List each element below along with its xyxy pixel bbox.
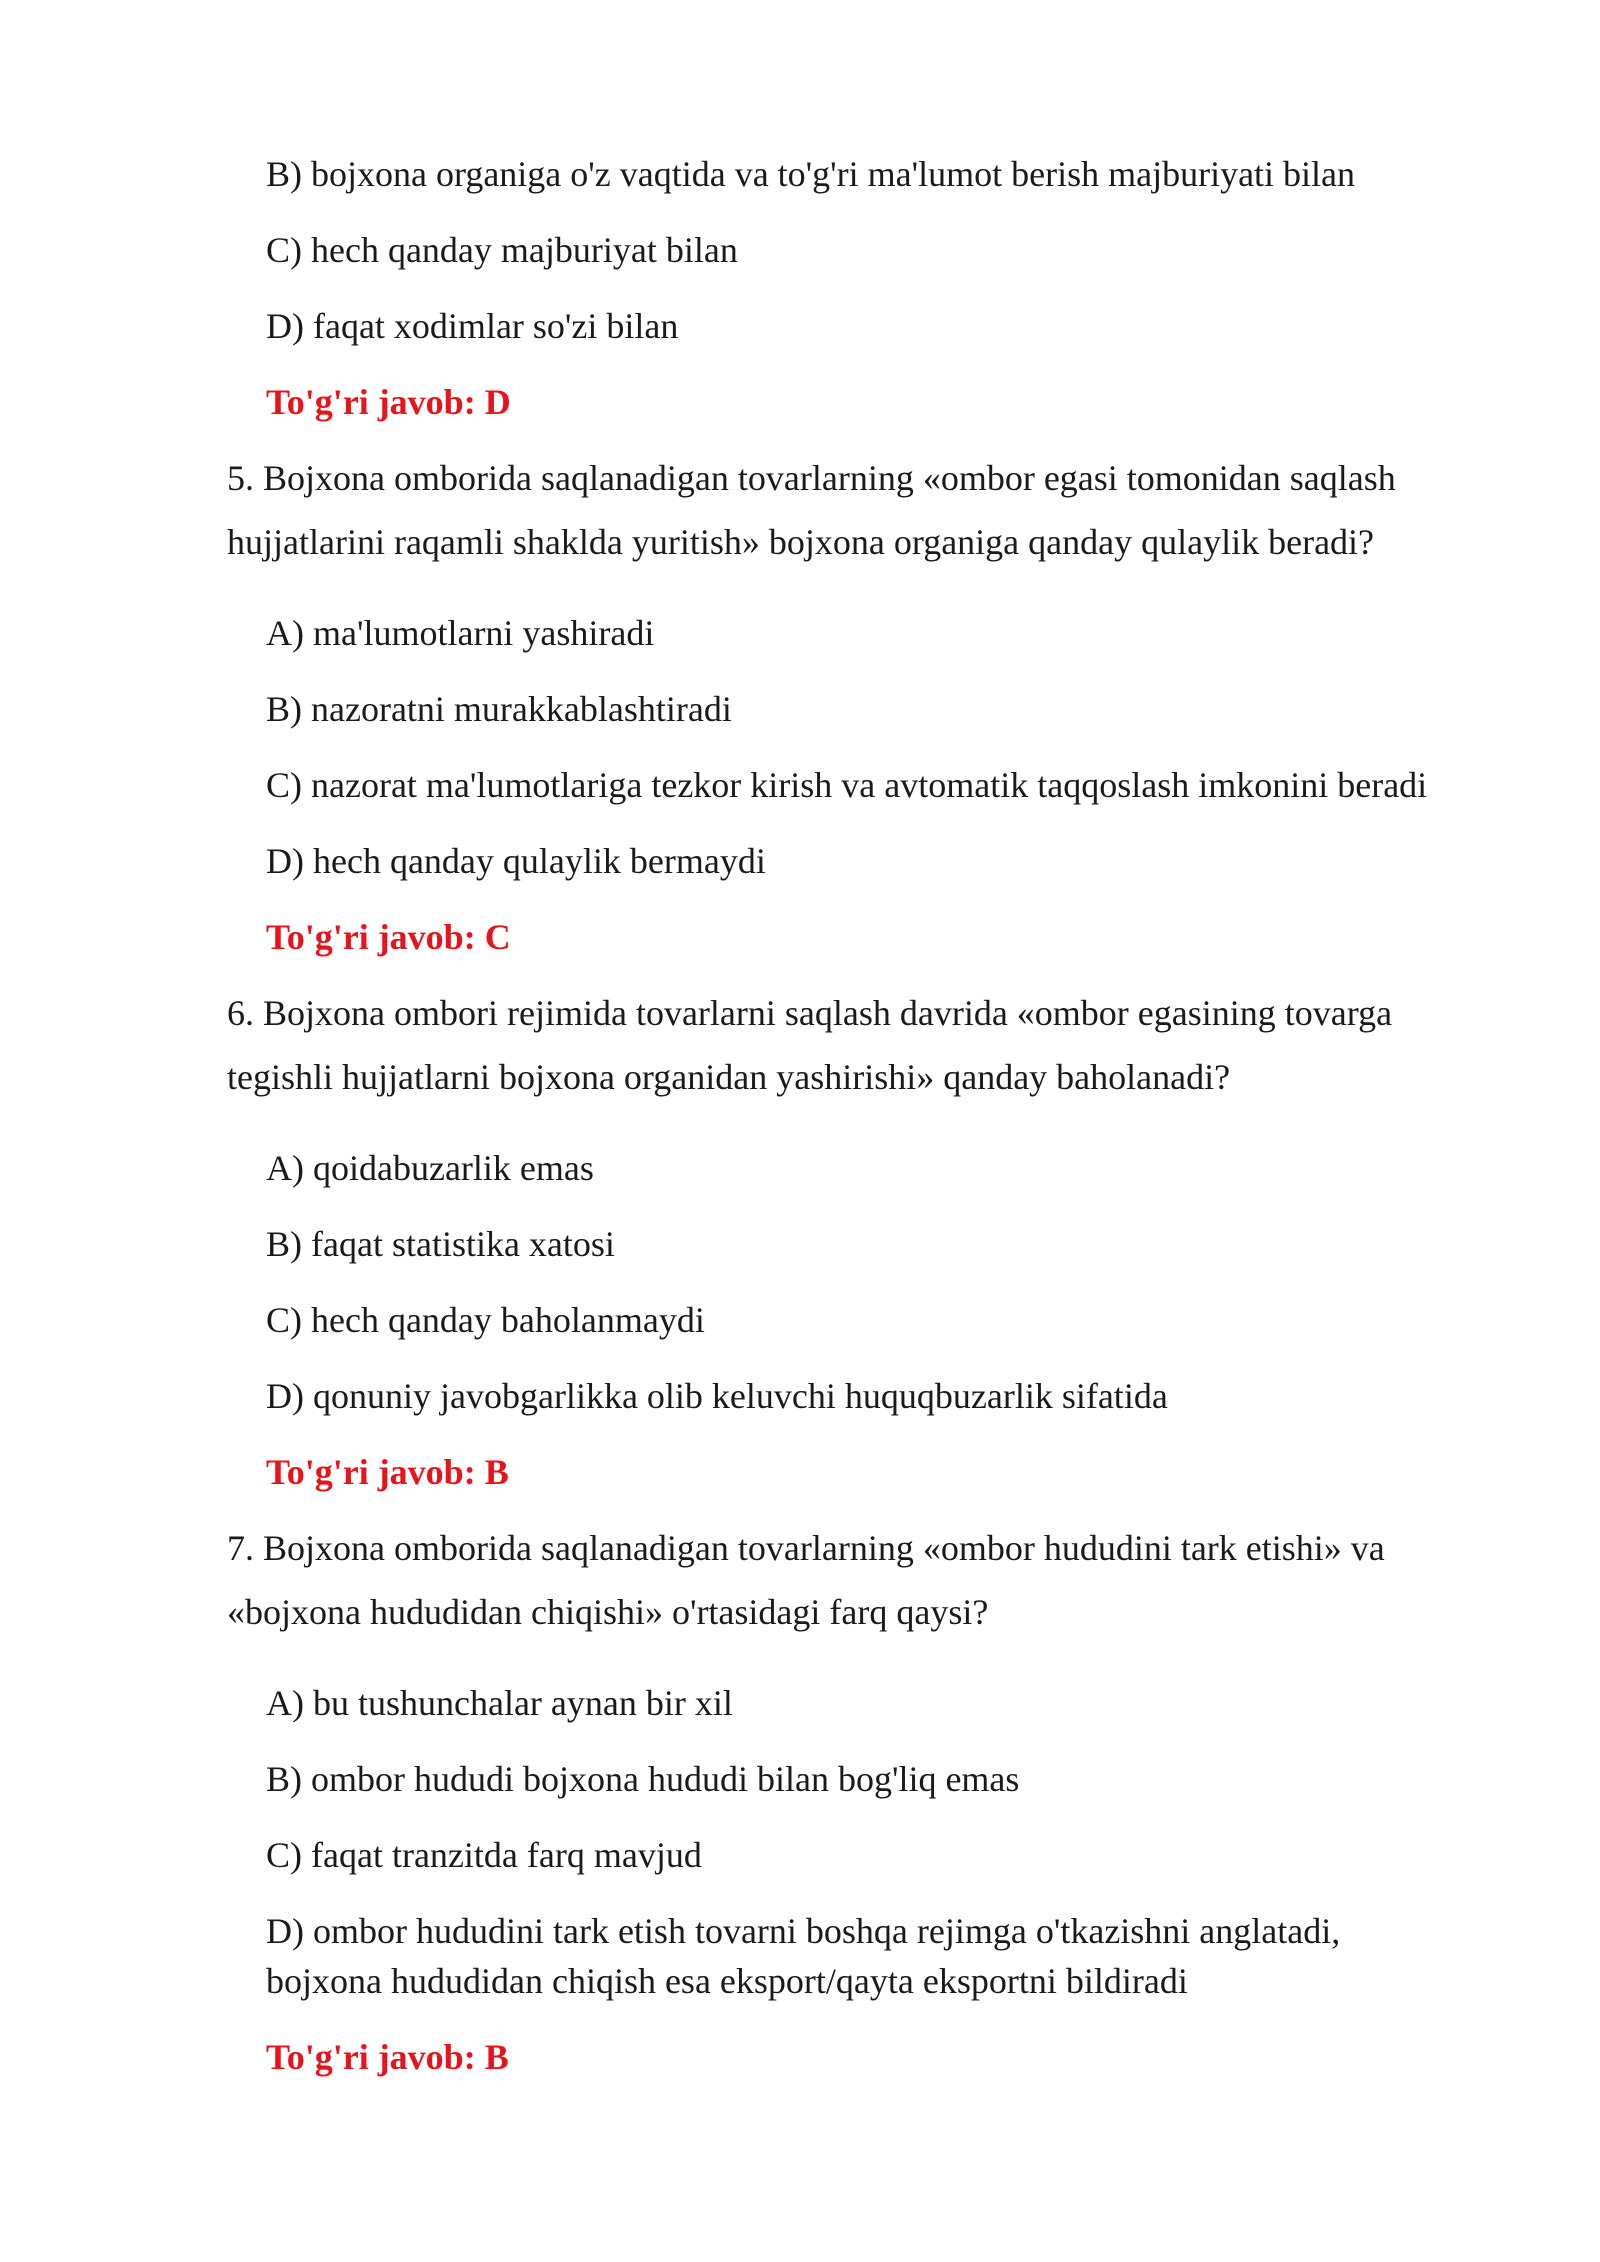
option-a: A) ma'lumotlarni yashiradi: [266, 613, 655, 653]
option-b: B) bojxona organiga o'z vaqtida va to'g'ri ma'lumot berish majburiyati bilan: [266, 154, 1356, 194]
option-d: D) ombor hududini tark etish tovarni boshqa rejimga o'tkazishni anglatadi,: [266, 1911, 1341, 1951]
option-d: D) qonuniy javobgarlikka olib keluvchi huquqbuzarlik sifatida: [266, 1376, 1168, 1416]
correct-answer: To'g'ri javob: D: [266, 382, 511, 422]
correct-answer: To'g'ri javob: B: [266, 1452, 509, 1492]
option-d: D) faqat xodimlar so'zi bilan: [266, 306, 679, 346]
option-c: C) nazorat ma'lumotlariga tezkor kirish va avtomatik taqqoslash imkonini beradi: [266, 765, 1428, 805]
option-d: D) hech qanday qulaylik bermaydi: [266, 841, 766, 881]
question-text: «bojxona hududidan chiqishi» o'rtasidagi farq qaysi?: [227, 1592, 989, 1632]
option-c: C) hech qanday majburiyat bilan: [266, 230, 738, 270]
correct-answer: To'g'ri javob: C: [266, 917, 511, 957]
question-text: tegishli hujjatlarni bojxona organidan yashirishi» qanday baholanadi?: [227, 1057, 1231, 1097]
question-text: 7. Bojxona omborida saqlanadigan tovarlarning «ombor hududini tark etishi» va: [227, 1528, 1385, 1568]
correct-answer: To'g'ri javob: B: [266, 2037, 509, 2077]
option-c: C) hech qanday baholanmaydi: [266, 1300, 705, 1340]
option-c: C) faqat tranzitda farq mavjud: [266, 1835, 702, 1875]
question-text: 5. Bojxona omborida saqlanadigan tovarlarning «ombor egasi tomonidan saqlash: [227, 458, 1396, 498]
question-text: hujjatlarini raqamli shaklda yuritish» bojxona organiga qanday qulaylik beradi?: [227, 522, 1375, 562]
option-d-continuation: bojxona hududidan chiqish esa eksport/qayta eksportni bildiradi: [266, 1961, 1188, 2001]
option-b: B) nazoratni murakkablashtiradi: [266, 689, 732, 729]
option-b: B) faqat statistika xatosi: [266, 1224, 615, 1264]
option-a: A) bu tushunchalar aynan bir xil: [266, 1683, 733, 1723]
option-a: A) qoidabuzarlik emas: [266, 1148, 594, 1188]
question-text: 6. Bojxona ombori rejimida tovarlarni saqlash davrida «ombor egasining tovarga: [227, 993, 1393, 1033]
option-b: B) ombor hududi bojxona hududi bilan bog'liq emas: [266, 1759, 1020, 1799]
